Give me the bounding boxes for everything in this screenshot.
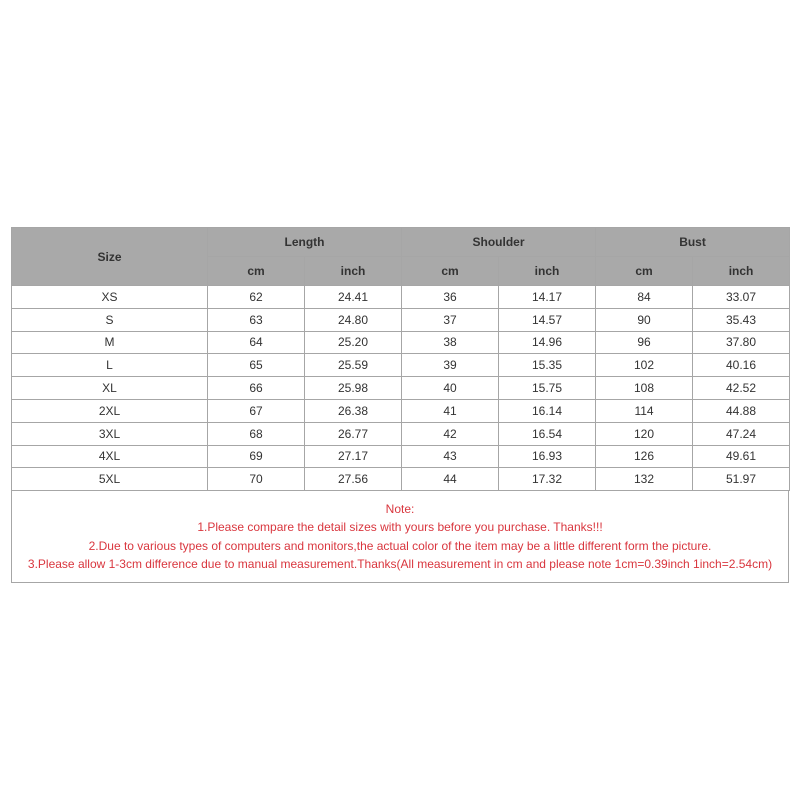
shoulder-cm-cell: 37	[402, 308, 499, 331]
header-group-row	[12, 228, 790, 257]
length-inch-cell: 25.59	[305, 354, 402, 377]
bust-inch-cell: 49.61	[693, 445, 790, 468]
length-cm-cell: 65	[208, 354, 305, 377]
bust-inch-cell: 44.88	[693, 399, 790, 422]
notes-section	[11, 491, 789, 583]
length-group-header: Length	[208, 228, 402, 257]
note-line: 3.Please allow 1-3cm difference due to manual measurement.Thanks(All measurement in cm and please note 1cm=0.39inch 1inch=2.54cm)	[27, 557, 773, 572]
length-inch-cell: 27.17	[305, 445, 402, 468]
bust-inch-cell: 51.97	[693, 468, 790, 491]
size-cell: 3XL	[12, 422, 208, 445]
length-inch-cell: 24.80	[305, 308, 402, 331]
bust-cm-cell: 96	[596, 331, 693, 354]
bust-cm-cell: 126	[596, 445, 693, 468]
length-inch-cell: 26.38	[305, 399, 402, 422]
note-line: 2.Due to various types of computers and monitors,the actual color of the item may be a little different form the picture.	[88, 538, 712, 553]
shoulder-inch-cell: 16.54	[499, 422, 596, 445]
size-cell: 4XL	[12, 445, 208, 468]
bust-cm-cell: 90	[596, 308, 693, 331]
shoulder-cm-cell: 43	[402, 445, 499, 468]
size-cell: XL	[12, 377, 208, 400]
bust-inch-cell: 33.07	[693, 286, 790, 309]
length-inch-cell: 25.20	[305, 331, 402, 354]
size-cell: 2XL	[12, 399, 208, 422]
size-cell: 5XL	[12, 468, 208, 491]
table-row	[12, 422, 790, 445]
unit-header: inch	[499, 257, 596, 286]
table-row	[12, 468, 790, 491]
bust-cm-cell: 132	[596, 468, 693, 491]
size-column-header: Size	[12, 228, 208, 286]
shoulder-inch-cell: 14.17	[499, 286, 596, 309]
bust-inch-cell: 42.52	[693, 377, 790, 400]
table-row	[12, 445, 790, 468]
bust-inch-cell: 35.43	[693, 308, 790, 331]
bust-inch-cell: 47.24	[693, 422, 790, 445]
shoulder-cm-cell: 40	[402, 377, 499, 400]
note-line: 1.Please compare the detail sizes with yours before you purchase. Thanks!!!	[197, 520, 603, 535]
shoulder-inch-cell: 14.57	[499, 308, 596, 331]
size-table	[11, 227, 790, 491]
table-row	[12, 399, 790, 422]
unit-header: inch	[305, 257, 402, 286]
size-cell: XS	[12, 286, 208, 309]
length-cm-cell: 68	[208, 422, 305, 445]
table-row	[12, 331, 790, 354]
bust-inch-cell: 37.80	[693, 331, 790, 354]
shoulder-inch-cell: 15.35	[499, 354, 596, 377]
size-cell: S	[12, 308, 208, 331]
shoulder-group-header: Shoulder	[402, 228, 596, 257]
note-title: Note:	[385, 501, 415, 516]
size-cell: M	[12, 331, 208, 354]
table-row	[12, 286, 790, 309]
table-row	[12, 308, 790, 331]
shoulder-inch-cell: 14.96	[499, 331, 596, 354]
shoulder-cm-cell: 44	[402, 468, 499, 491]
table-row	[12, 377, 790, 400]
length-cm-cell: 67	[208, 399, 305, 422]
shoulder-inch-cell: 17.32	[499, 468, 596, 491]
shoulder-cm-cell: 42	[402, 422, 499, 445]
bust-inch-cell: 40.16	[693, 354, 790, 377]
bust-cm-cell: 102	[596, 354, 693, 377]
unit-header: inch	[693, 257, 790, 286]
length-inch-cell: 26.77	[305, 422, 402, 445]
shoulder-cm-cell: 36	[402, 286, 499, 309]
unit-header: cm	[596, 257, 693, 286]
length-cm-cell: 70	[208, 468, 305, 491]
bust-group-header: Bust	[596, 228, 790, 257]
size-cell: L	[12, 354, 208, 377]
table-body	[12, 286, 790, 491]
unit-header: cm	[208, 257, 305, 286]
length-cm-cell: 66	[208, 377, 305, 400]
shoulder-cm-cell: 38	[402, 331, 499, 354]
bust-cm-cell: 84	[596, 286, 693, 309]
shoulder-inch-cell: 16.93	[499, 445, 596, 468]
length-cm-cell: 69	[208, 445, 305, 468]
shoulder-cm-cell: 39	[402, 354, 499, 377]
size-chart	[11, 227, 789, 583]
unit-header: cm	[402, 257, 499, 286]
shoulder-cm-cell: 41	[402, 399, 499, 422]
bust-cm-cell: 120	[596, 422, 693, 445]
length-cm-cell: 64	[208, 331, 305, 354]
bust-cm-cell: 114	[596, 399, 693, 422]
length-cm-cell: 63	[208, 308, 305, 331]
length-inch-cell: 24.41	[305, 286, 402, 309]
shoulder-inch-cell: 15.75	[499, 377, 596, 400]
shoulder-inch-cell: 16.14	[499, 399, 596, 422]
table-row	[12, 354, 790, 377]
length-inch-cell: 27.56	[305, 468, 402, 491]
length-cm-cell: 62	[208, 286, 305, 309]
bust-cm-cell: 108	[596, 377, 693, 400]
length-inch-cell: 25.98	[305, 377, 402, 400]
